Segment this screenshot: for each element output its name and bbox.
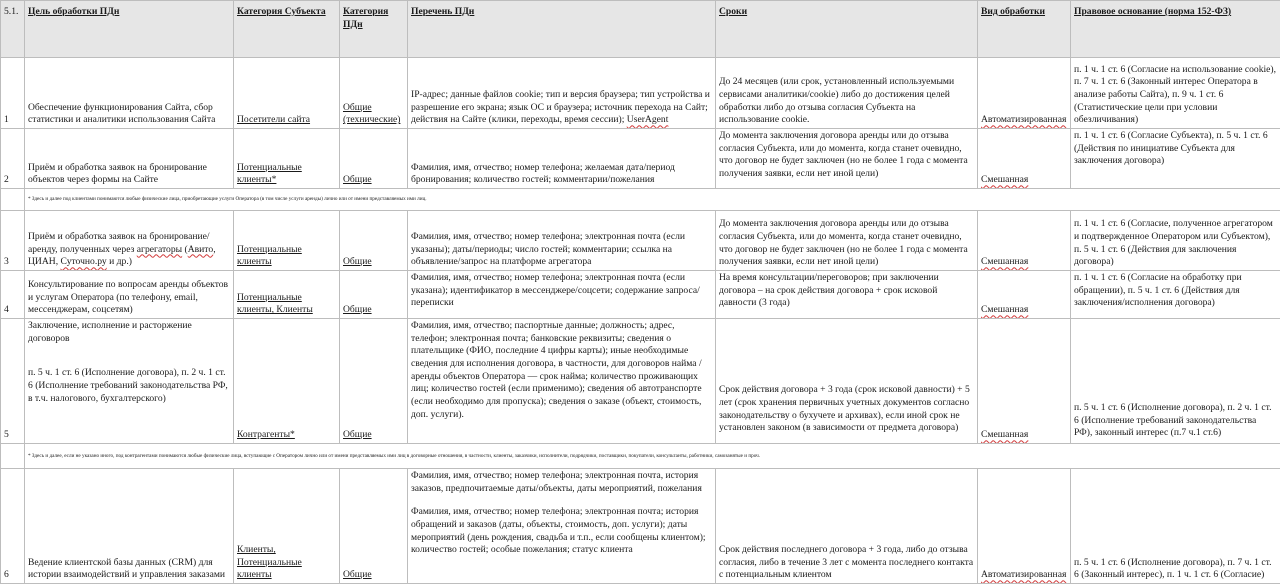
header-row — [1, 1, 1280, 58]
table-row — [1, 271, 1280, 319]
terms-cell: Срок действия договора + 3 года (срок исковой давности) + 5 лет (срок хранения первичных учетных документов согласно законодательству о бухучете и архивах), если иной срок не установлен законом (в зависимости от предмета договора) — [716, 319, 978, 444]
terms-cell: До 24 месяцев (или срок, установленный используемыми сервисами аналитики/cookie) либо до достижения целей обработки либо до отзыва согласия Субъекта на использование cookie. — [716, 58, 978, 129]
category-cell: Общие (технические) — [340, 58, 408, 129]
data-list-cell: IP-адрес; данные файлов cookie; тип и версия браузера; тип устройства и разрешение его экрана; язык ОС и браузера; источник перехода на Сайт; действия на Сайте (клики, переходы, время сессии); UserAgent — [408, 58, 716, 129]
purpose-cell: Ведение клиентской базы данных (CRM) для истории взаимодействий и управления заказами — [25, 469, 234, 584]
subject-cell: Посетители сайта — [234, 58, 340, 129]
table-row — [1, 469, 1280, 584]
header-category: Категория ПДн — [340, 1, 408, 58]
purpose-cell: Приём и обработка заявок на бронирование/аренду, полученных через агрегаторы (Авито, ЦИАН, Суточно.ру и др.) — [25, 211, 234, 271]
section-number: 5.1. — [1, 1, 25, 58]
category-cell: Общие — [340, 469, 408, 584]
data-list-cell: Фамилия, имя, отчество; номер телефона; электронная почта (если указаны); даты/периоды; число гостей; комментарии; ссылка на объявление/запрос на платформе агрегатора — [408, 211, 716, 271]
subject-cell: Контрагенты* — [234, 319, 340, 444]
subject-cell: Потенциальные клиенты, Клиенты — [234, 271, 340, 319]
processing-cell: Автоматизированная — [978, 58, 1071, 129]
legal-basis-cell: п. 5 ч. 1 ст. 6 (Исполнение договора), п. 2 ч. 1 ст. 6 (Исполнение требований законодательства РФ), законный интерес (п.7 ч.1 ст.6) — [1071, 319, 1280, 444]
processing-cell: Смешанная — [978, 211, 1071, 271]
header-list: Перечень ПДн — [408, 1, 716, 58]
processing-cell: Смешанная — [978, 271, 1071, 319]
purpose-cell: Заключение, исполнение и расторжение договоров п. 5 ч. 1 ст. 6 (Исполнение договора), п. 2 ч. 1 ст. 6 (Исполнение требований законодательства РФ, в т.ч. налогового, бухгалтерского) — [25, 319, 234, 444]
header-processing: Вид обработки — [978, 1, 1071, 58]
row-number: 3 — [1, 211, 25, 271]
table-row — [1, 129, 1280, 189]
row-number: 6 — [1, 469, 25, 584]
purpose-cell: Приём и обработка заявок на бронирование объектов через формы на Сайте — [25, 129, 234, 189]
data-list-cell: Фамилия, имя, отчество; паспортные данные; должность; адрес, телефон; электронная почта; банковские реквизиты; сведения о плательщике (ФИО, последние 4 цифры карты); иные необходимые сведения для исполнения договора, в частности, для договоров найма / аренды объектов Оператора — срок найма; количество проживающих лиц; количество гостей (если применимо); сведения об автотранспорте (если необходимо для пропуска); сведения о заказе (объект, стоимость, доп. услуги). — [408, 319, 716, 444]
header-terms: Сроки — [716, 1, 978, 58]
table-row — [1, 58, 1280, 129]
purpose-cell: Консультирование по вопросам аренды объектов и услугам Оператора (по телефону, email, мессенджерам, соцсетям) — [25, 271, 234, 319]
legal-basis-cell: п. 1 ч. 1 ст. 6 (Согласие, полученное агрегатором и подтвержденное Оператором или Субъектом), п. 5 ч. 1 ст. 6 (Действия для заключения договора) — [1071, 211, 1280, 271]
processing-cell: Смешанная — [978, 129, 1071, 189]
subject-cell: Потенциальные клиенты — [234, 211, 340, 271]
terms-cell: Срок действия последнего договора + 3 года, либо до отзыва согласия, либо в течение 3 лет с момента последнего контакта с потенциальным клиентом — [716, 469, 978, 584]
table-row — [1, 211, 1280, 271]
purpose-cell: Обеспечение функционирования Сайта, сбор статистики и аналитики использования Сайта — [25, 58, 234, 129]
row-number: 1 — [1, 58, 25, 129]
header-legal: Правовое основание (норма 152-ФЗ) — [1071, 1, 1280, 58]
row-number: 4 — [1, 271, 25, 319]
legal-basis-cell: п. 5 ч. 1 ст. 6 (Исполнение договора), п. 7 ч. 1 ст. 6 (Законный интерес), п. 1 ч. 1 ст. 6 (Согласие) — [1071, 469, 1280, 584]
legal-basis-cell: п. 1 ч. 1 ст. 6 (Согласие на использование cookie), п. 7 ч. 1 ст. 6 (Законный интерес Оператора в анализе работы Сайта), п. 9 ч. 1 ст. 6 (Статистические цели при условии обезличивания) — [1071, 58, 1280, 129]
table-row — [1, 319, 1280, 444]
subject-cell: Клиенты, Потенциальные клиенты — [234, 469, 340, 584]
terms-cell: До момента заключения договора аренды или до отзыва согласия Субъекта, или до момента, когда станет очевидно, что договор не будет заключен (но не более 1 года с момента получения заявки, если нет иной цели) — [716, 211, 978, 271]
row-number: 5 — [1, 319, 25, 444]
legal-basis-cell: п. 1 ч. 1 ст. 6 (Согласие на обработку при обращении), п. 5 ч. 1 ст. 6 (Действия для заключения/исполнения договора) — [1071, 271, 1280, 319]
footnote-row — [1, 189, 1280, 211]
data-list-cell: Фамилия, имя, отчество; номер телефона; электронная почта, история заказов, предпочитаемые даты/объекты, даты мероприятий, пожелания Фамилия, имя, отчество; номер телефона; электронная почта; история обращений и заказов (даты, объекты, стоимость, доп. услуги); даты мероприятий (день рождения, свадьба и т.п., если сообщены клиентом); количество гостей; особые пожелания; статус клиента — [408, 469, 716, 584]
terms-cell: До момента заключения договора аренды или до отзыва согласия Субъекта, или до момента, когда станет очевидно, что договор не будет заключен (но не более 1 года с момента получения заявки, если нет иной цели) — [716, 129, 978, 189]
terms-cell: На время консультации/переговоров; при заключении договора – на срок действия договора + срок исковой давности (3 года) — [716, 271, 978, 319]
header-purpose: Цель обработки ПДн — [25, 1, 234, 58]
header-subject: Категория Субъекта — [234, 1, 340, 58]
processing-cell: Смешанная — [978, 319, 1071, 444]
data-list-cell: Фамилия, имя, отчество; номер телефона; электронная почта (если указана); идентификатор в мессенджере/соцсети; содержание запроса/переписки — [408, 271, 716, 319]
footnote-counterparties: * Здесь и далее, если не указано иного, под контрагентами понимаются любые физические лица, вступающие с Оператором лично или от имени представляемых ими лиц в договорные отношения, в частности, клиенты, заказчики, исполнители, подрядчики, поставщики, покупатели, консультанты, работники, самозанятые и проч. — [25, 444, 1280, 469]
data-list-cell: Фамилия, имя, отчество; номер телефона; желаемая дата/период бронирования; количество гостей; комментарии/пожелания — [408, 129, 716, 189]
category-cell: Общие — [340, 129, 408, 189]
row-number: 2 — [1, 129, 25, 189]
category-cell: Общие — [340, 211, 408, 271]
category-cell: Общие — [340, 319, 408, 444]
legal-basis-cell: п. 1 ч. 1 ст. 6 (Согласие Субъекта), п. 5 ч. 1 ст. 6 (Действия по инициативе Субъекта для заключения договора) — [1071, 129, 1280, 189]
category-cell: Общие — [340, 271, 408, 319]
subject-cell: Потенциальные клиенты* — [234, 129, 340, 189]
processing-cell: Автоматизированная — [978, 469, 1071, 584]
footnote-clients: * Здесь и далее под клиентами понимаются любые физические лица, приобретающие услуги Оператора (в том числе услуги аренды) лично или от имени представляемых ими лиц. — [25, 189, 1280, 211]
footnote-row — [1, 444, 1280, 469]
